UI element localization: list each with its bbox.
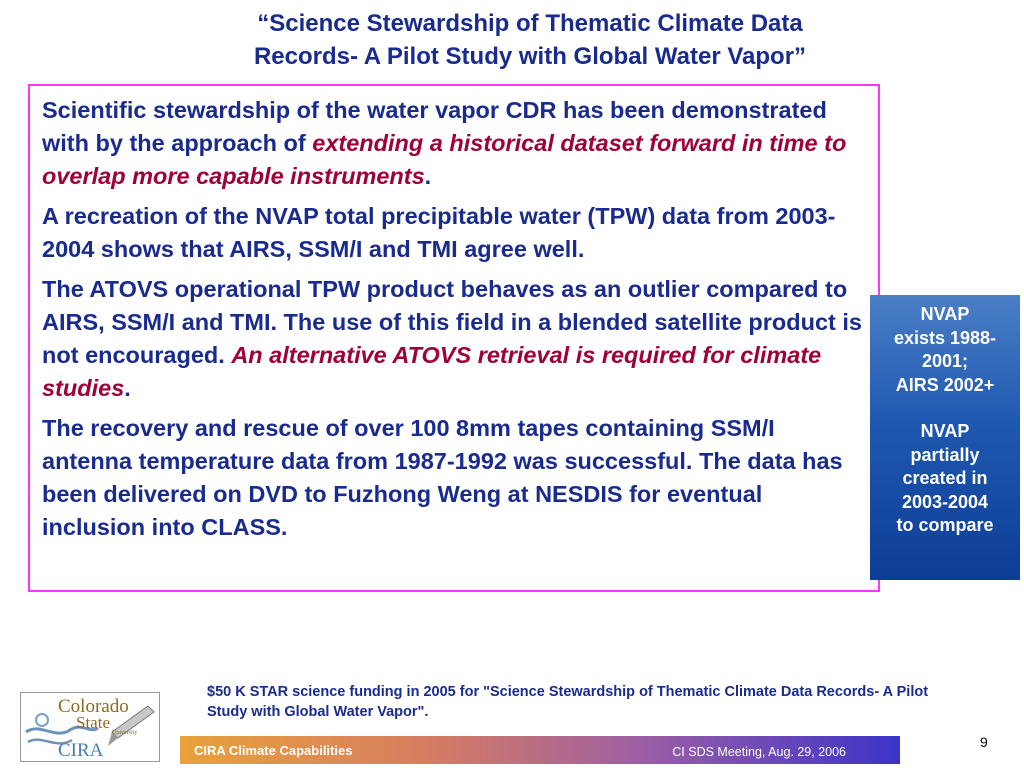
funding-note: $50 K STAR science funding in 2005 for "Science Stewardship of Thematic Climate Data Records- A Pilot Study with Global Water Vapor". [207, 684, 929, 720]
side-box-line-3: 2001; [921, 351, 969, 371]
side-box-spacer [870, 397, 1020, 420]
logo-university: University [112, 730, 138, 736]
side-box-line-7: created in [902, 468, 988, 488]
paragraph-2-text: A recreation of the NVAP total precipitable water (TPW) data from 2003-2004 shows that AIRS, SSM/I and TMI agree well. [42, 203, 836, 262]
paragraph-1 [42, 94, 868, 193]
page-number: 9 [980, 734, 988, 750]
content-box [28, 84, 880, 592]
nvap-side-box [870, 295, 1020, 580]
logo-colorado: Colorado [58, 696, 129, 717]
side-box-line-9: to compare [896, 515, 994, 535]
cira-logo-graphic [20, 692, 160, 762]
title-line-2: Records- A Pilot Study with Global Water Vapor” [253, 43, 807, 70]
paragraph-1-text: Scientific stewardship of the water vapor CDR has been demonstrated with by the approach of [42, 97, 827, 156]
paragraph-4-text: The recovery and rescue of over 100 8mm tapes containing SSM/I antenna temperature data from 1987-1992 was successful. The data has been delivered on DVD to Fuzhong Weng at NESDIS for eventual inclusion into CLASS. [42, 415, 843, 540]
side-box-line-1: NVAP [920, 304, 970, 324]
footer-right-text: CI SDS Meeting, Aug. 29, 2006 [672, 745, 846, 759]
paragraph-3-text: The ATOVS operational TPW product behaves as an outlier compared to AIRS, SSM/I and TMI. The use of this field in a blended satellite product is not encouraged. [42, 276, 862, 368]
paragraph-3-highlight: An alternative ATOVS retrieval is required for climate studies [42, 342, 822, 401]
paragraph-1-highlight: extending a historical dataset forward in time to overlap more capable instruments [42, 130, 847, 189]
slide-title [130, 7, 930, 73]
side-box-line-5: NVAP [920, 421, 970, 441]
paragraph-1-end: . [424, 163, 432, 189]
title-line-1: “Science Stewardship of Thematic Climate Data [257, 10, 803, 37]
footer-left-text: CIRA Climate Capabilities [194, 743, 353, 758]
cira-logo [20, 692, 160, 762]
side-box-line-4: AIRS 2002+ [895, 374, 995, 395]
side-box-line-6: partially [910, 444, 980, 465]
footer-bar [180, 736, 900, 764]
paragraph-3 [42, 273, 868, 405]
paragraph-4 [42, 412, 868, 544]
logo-state: State [76, 713, 110, 732]
side-box-line-2: exists 1988- [893, 327, 997, 348]
logo-cira: CIRA [58, 740, 104, 761]
paragraph-3-end: . [124, 375, 131, 401]
side-box-line-8: 2003-2004 [901, 491, 989, 512]
paragraph-2 [42, 200, 868, 266]
